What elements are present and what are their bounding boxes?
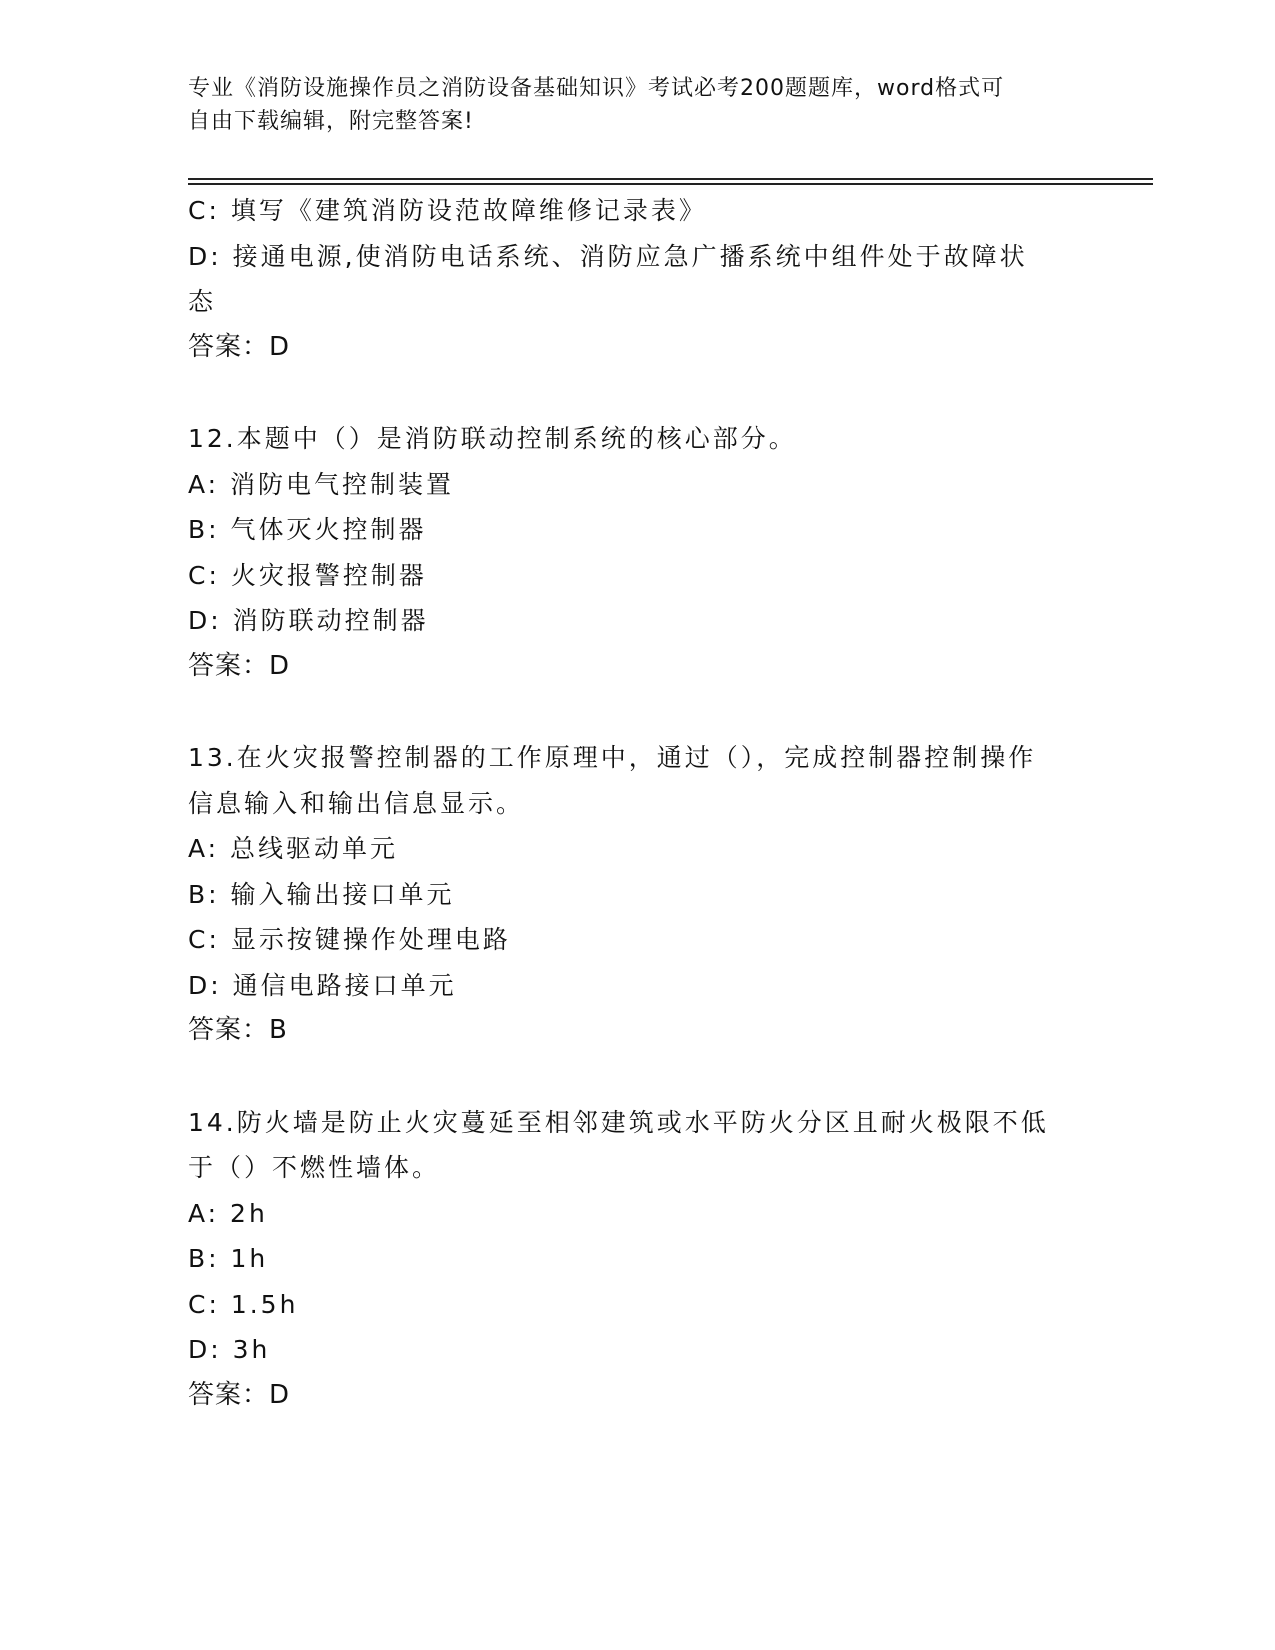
option-d-line-2: 态 — [188, 287, 217, 316]
option-c: C: 显示按键操作处理电路 — [188, 925, 511, 954]
spacer — [188, 689, 1088, 735]
option-a: A: 总线驱动单元 — [188, 834, 399, 863]
header-divider-top — [188, 178, 1153, 180]
option-b: B: 输入输出接口单元 — [188, 879, 455, 909]
spacer — [188, 370, 1088, 416]
option-d: D: 3h — [188, 1335, 271, 1364]
question-stem-line-2: 于（）不燃性墙体。 — [188, 1153, 441, 1182]
option-d-line-1: D: 接通电源,使消防电话系统、消防应急广播系统中组件处于故障状 — [188, 241, 1028, 271]
document-header — [188, 72, 1088, 138]
header-line-2: 自由下载编辑，附完整答案! — [188, 109, 474, 134]
spacer — [188, 1054, 1088, 1100]
option-c: C: 1.5h — [188, 1289, 299, 1319]
question-13 — [188, 735, 1088, 1054]
option-d: D: 通信电路接口单元 — [188, 970, 457, 1000]
option-a: A: 2h — [188, 1198, 268, 1228]
previous-question-tail — [188, 188, 1088, 370]
question-stem-line-2: 信息输入和输出信息显示。 — [188, 788, 525, 818]
header-divider-bottom — [188, 183, 1153, 185]
answer: 答案：D — [188, 650, 291, 681]
question-14 — [188, 1100, 1088, 1419]
answer: 答案：D — [188, 1379, 291, 1410]
header-line-1: 专业《消防设施操作员之消防设备基础知识》考试必考200题题库，word格式可 — [188, 76, 1005, 101]
question-stem-line-1: 14.防火墙是防止火灾蔓延至相邻建筑或水平防火分区且耐火极限不低 — [188, 1107, 1049, 1137]
option-d: D: 消防联动控制器 — [188, 606, 429, 635]
option-b: B: 1h — [188, 1244, 269, 1273]
question-stem-line-1: 13.在火灾报警控制器的工作原理中，通过（），完成控制器控制操作 — [188, 743, 1037, 772]
answer: 答案：B — [188, 1015, 288, 1045]
question-stem: 12.本题中（）是消防联动控制系统的核心部分。 — [188, 424, 797, 453]
option-a: A: 消防电气控制装置 — [188, 469, 455, 499]
question-12 — [188, 416, 1088, 689]
document-body — [188, 188, 1088, 1418]
answer: 答案：D — [188, 331, 291, 362]
option-b: B: 气体灭火控制器 — [188, 515, 427, 544]
option-c: C: 火灾报警控制器 — [188, 560, 427, 590]
option-c: C: 填写《建筑消防设范故障维修记录表》 — [188, 196, 707, 225]
